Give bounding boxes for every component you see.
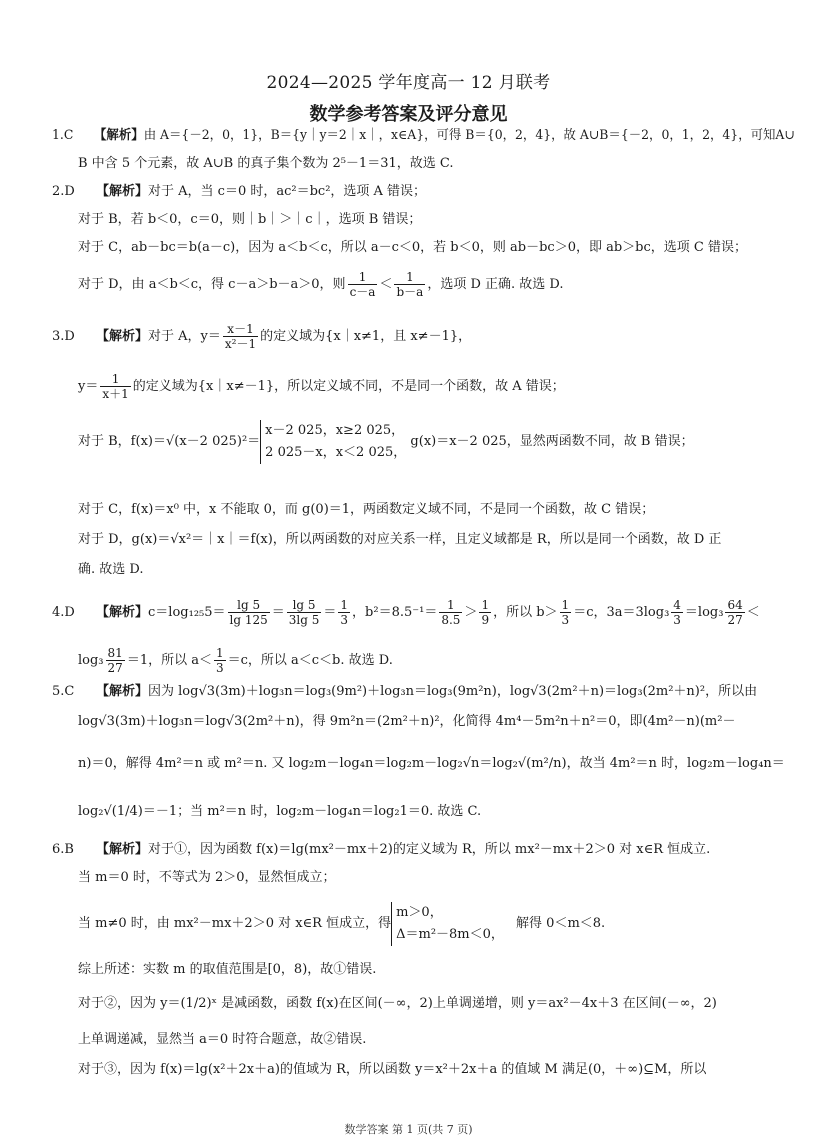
exam-title: 2024—2025 学年度高一 12 月联考 <box>266 73 551 93</box>
q2-number: 2.D <box>52 184 75 199</box>
q3-line-1: 3.D 【解析】对于 A，y＝ $\frac{x-1}{\text{x²－1}}$ 的定义域为{x｜x≠1，且 x≠－1}， <box>52 322 472 351</box>
q2-fraction-2: $\frac{1}{b-a}$ <box>396 270 424 299</box>
q6-tag: 【解析】 <box>96 842 149 857</box>
q2-tag: 【解析】 <box>96 184 149 199</box>
q3-line-5: 对于 D，g(x)＝√x²＝｜x｜＝f(x)，所以两函数的对应关系一样，且定义域都是 R，所以是同一个函数，故 D 正 <box>78 532 722 547</box>
q1-number: 1.C <box>52 128 74 143</box>
q5-line-4: log₂√(1/4)＝－1；当 m²＝n 时，log₂m－log₄n＝log₂1＝0. 故选 C. <box>78 804 482 819</box>
q6-number: 6.B <box>52 842 74 857</box>
q3-fraction-2: $\frac{1}{x+1}$ <box>102 372 129 401</box>
q4-fraction-4: $\frac{1}{8.5}$ <box>441 598 461 627</box>
q3-number: 3.D <box>52 329 75 344</box>
q2-fraction-1: $\frac{1}{c-a}$ <box>349 270 376 299</box>
q6-line-3: 当 m≠0 时，由 mx²－mx＋2＞0 对 x∈R 恒成立，得 m＞0， Δ＝m²－8m＜0， 解得 0＜m＜8. <box>78 902 605 946</box>
q4-fraction-2: $\frac{\lg 5}{3\lg 5}$ <box>288 598 320 627</box>
q6-line-7: 对于③，因为 f(x)＝lg(x²＋2x＋a)的值域为 R，所以函数 y＝x²＋2x＋a 的值域 M 满足(0，＋∞)⊆M，所以 <box>78 1062 707 1077</box>
q2-line-4: 对于 D，由 a＜b＜c，得 c－a＞b－a＞0，则 $\frac{1}{c-a}$ ＜ $\frac{1}{b-a}$ ，选项 D 正确. 故选 D. <box>78 270 564 299</box>
q3-line-3: 对于 B，f(x)＝√(x－2 025)²＝ x－2 025，x≥2 025， 2 025－x，x＜2 025， g(x)＝x－2 025，显然两函数不同，故 B 错误； <box>78 420 694 464</box>
q5-line-3: n)＝0，解得 4m²＝n 或 m²＝n. 又 log₂m－log₄n＝log₂m－log₂√n＝log₂√(m²/n)，故当 4m²＝n 时，log₂m－log₄n＝ <box>78 756 785 771</box>
page-footer: 数学答案 第 1 页(共 7 页) <box>344 1123 473 1136</box>
q4-fraction-6: $\frac{1}{3}$ <box>561 598 570 627</box>
q4-fraction-7: $\frac{4}{3}$ <box>673 598 681 627</box>
q4-line-1: 4.D 【解析】c＝log₁₂₅5＝ $\frac{\lg 5}{\lg 125}$ ＝ $\frac{\lg 5}{3\lg 5}$ ＝ $\frac{1}{3}$ ，b²＝8.5⁻¹＝ $\frac{1}{8.5}$ ＞ $\frac{1}{9}$ ，所以 b＞ $\frac{1}{3}$ ＝c，3a＝3log₃ $\frac{4}{3}$ ＝log₃ $\frac{64}{27}$ ＜ <box>52 598 760 627</box>
q5-number: 5.C <box>52 684 75 699</box>
q3-line-4: 对于 C，f(x)＝x⁰ 中，x 不能取 0，而 g(0)＝1，两函数定义域不同，不是同一个函数，故 C 错误； <box>78 502 655 517</box>
q1-line-1: 1.C 【解析】由 A＝{－2，0，1}，B＝{y｜y＝2｜x｜，x∈A}，可得 B＝{0，2，4}，故 A∪B＝{－2，0，1，2，4}，可知A∪ <box>52 128 795 143</box>
q6-line-2: 当 m＝0 时，不等式为 2＞0，显然恒成立； <box>78 870 336 885</box>
q4-fraction-3: $\frac{1}{3}$ <box>340 598 349 627</box>
q4-number: 4.D <box>52 605 75 620</box>
q2-line-2: 对于 B，若 b＜0，c＝0，则｜b｜＞｜c｜，选项 B 错误； <box>78 212 422 227</box>
q4-fraction-10: $\frac{1}{3}$ <box>215 646 224 675</box>
q5-tag: 【解析】 <box>96 684 149 699</box>
q2-line-1: 2.D 【解析】对于 A，当 c＝0 时，ac²＝bc²，选项 A 错误； <box>52 184 427 199</box>
q3-line-6: 确. 故选 D. <box>78 562 144 577</box>
q6-line-1: 6.B 【解析】对于①，因为函数 f(x)＝lg(mx²－mx＋2)的定义域为 R，所以 mx²－mx＋2＞0 对 x∈R 恒成立. <box>52 842 711 857</box>
q3-line-2: y＝ $\frac{1}{x+1}$ 的定义域为{x｜x≠－1}，所以定义域不同，不是同一个函数，故 A 错误； <box>78 372 565 401</box>
q4-fraction-8: $\frac{64}{27}$ <box>727 598 743 627</box>
q3-tag: 【解析】 <box>96 329 149 344</box>
answer-subtitle: 数学参考答案及评分意见 <box>309 104 508 125</box>
q4-tag: 【解析】 <box>96 605 149 620</box>
q5-line-1: 5.C 【解析】因为 log√3(3m)＋log₃n＝log₃(9m²)＋log₃n＝log₃(9m²n)，log√3(2m²＋n)＝log₃(2m²＋n)²，所以由 <box>52 684 758 699</box>
q3-fraction-1: $\frac{x-1}{\text{x²－1}}$ <box>224 322 257 351</box>
q3-piecewise: x－2 025，x≥2 025， 2 025－x，x＜2 025， <box>260 420 406 464</box>
q1-tag: 【解析】 <box>94 128 144 143</box>
q1-line-2: B 中含 5 个元素，故 A∪B 的真子集个数为 2⁵－1＝31，故选 C. <box>78 156 454 171</box>
q4-fraction-1: $\frac{\lg 5}{\lg 125}$ <box>229 598 268 627</box>
q4-fraction-9: $\frac{81}{27}$ <box>107 646 123 675</box>
q4-fraction-5: $\frac{1}{9}$ <box>481 598 490 627</box>
q2-line-3: 对于 C，ab－bc＝b(a－c)，因为 a＜b＜c，所以 a－c＜0，若 b＜0，则 ab－bc＞0，即 ab＞bc，选项 C 错误； <box>78 240 747 255</box>
q6-system: m＞0， Δ＝m²－8m＜0， <box>391 902 504 946</box>
q4-line-2: log₃ $\frac{81}{27}$ ＝1，所以 a＜ $\frac{1}{3}$ ＝c，所以 a＜c＜b. 故选 D. <box>78 646 393 675</box>
q6-line-6: 上单调递减，显然当 a＝0 时符合题意，故②错误. <box>78 1032 367 1047</box>
q6-line-5: 对于②，因为 y＝(1/2)ˣ 是减函数，函数 f(x)在区间(－∞，2)上单调递增，则 y＝ax²－4x＋3 在区间(－∞，2) <box>78 996 717 1011</box>
q5-line-2: log√3(3m)＋log₃n＝log√3(2m²＋n)，得 9m²n＝(2m²＋n)²，化简得 4m⁴－5m²n＋n²＝0，即(4m²－n)(m²－ <box>78 714 736 729</box>
q6-line-4: 综上所述：实数 m 的取值范围是[0，8)，故①错误. <box>78 962 377 977</box>
